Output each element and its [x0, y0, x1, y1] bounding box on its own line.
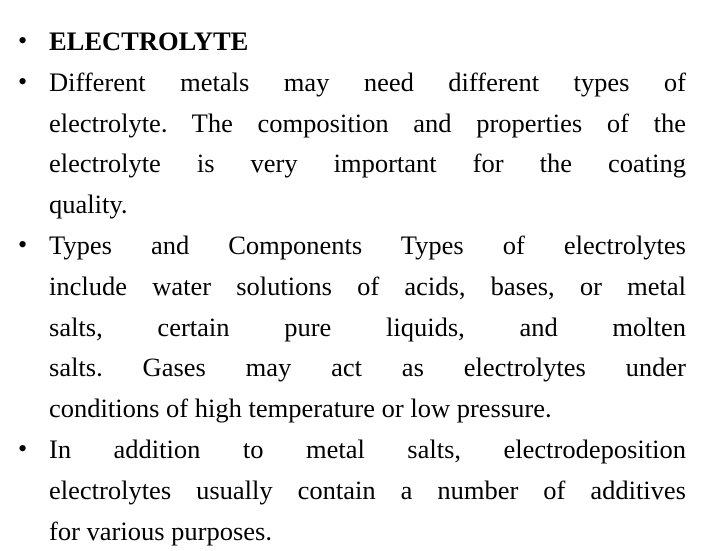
text-line: Different metals may need different types of [49, 66, 686, 97]
heading-text [49, 21, 686, 62]
text-line: In addition to metal salts, electrodeposition [49, 433, 686, 464]
text-line: quality. [49, 189, 128, 220]
text-line: ELECTROLYTE [49, 26, 249, 56]
bullet-list [18, 21, 686, 551]
bullet-text [49, 62, 686, 225]
text-line: Types and Components Types of electrolytes [49, 229, 686, 260]
bullet-dot-icon: • [18, 66, 28, 96]
bullet-item-heading [18, 21, 686, 62]
text-line: electrolytes usually contain a number of additives [49, 474, 686, 505]
text-line: for various purposes. [49, 515, 272, 546]
bullet-text [49, 225, 686, 429]
bullet-text [49, 429, 686, 551]
bullet-dot-icon: • [18, 26, 28, 55]
bullet-dot-icon: • [18, 229, 28, 259]
bullet-item-types-components [18, 225, 686, 429]
text-line: electrolyte is very important for the coating [49, 148, 686, 179]
text-line: electrolyte. The composition and properties of the [49, 107, 686, 138]
bullet-item-additives [18, 429, 686, 551]
bullet-dot-icon: • [18, 433, 28, 463]
text-line: salts. Gases may act as electrolytes under [49, 352, 686, 383]
text-line: include water solutions of acids, bases, or metal [49, 270, 686, 301]
text-line: salts, certain pure liquids, and molten [49, 311, 686, 342]
bullet-item-different-metals [18, 62, 686, 225]
text-line: conditions of high temperature or low pressure. [49, 393, 552, 424]
